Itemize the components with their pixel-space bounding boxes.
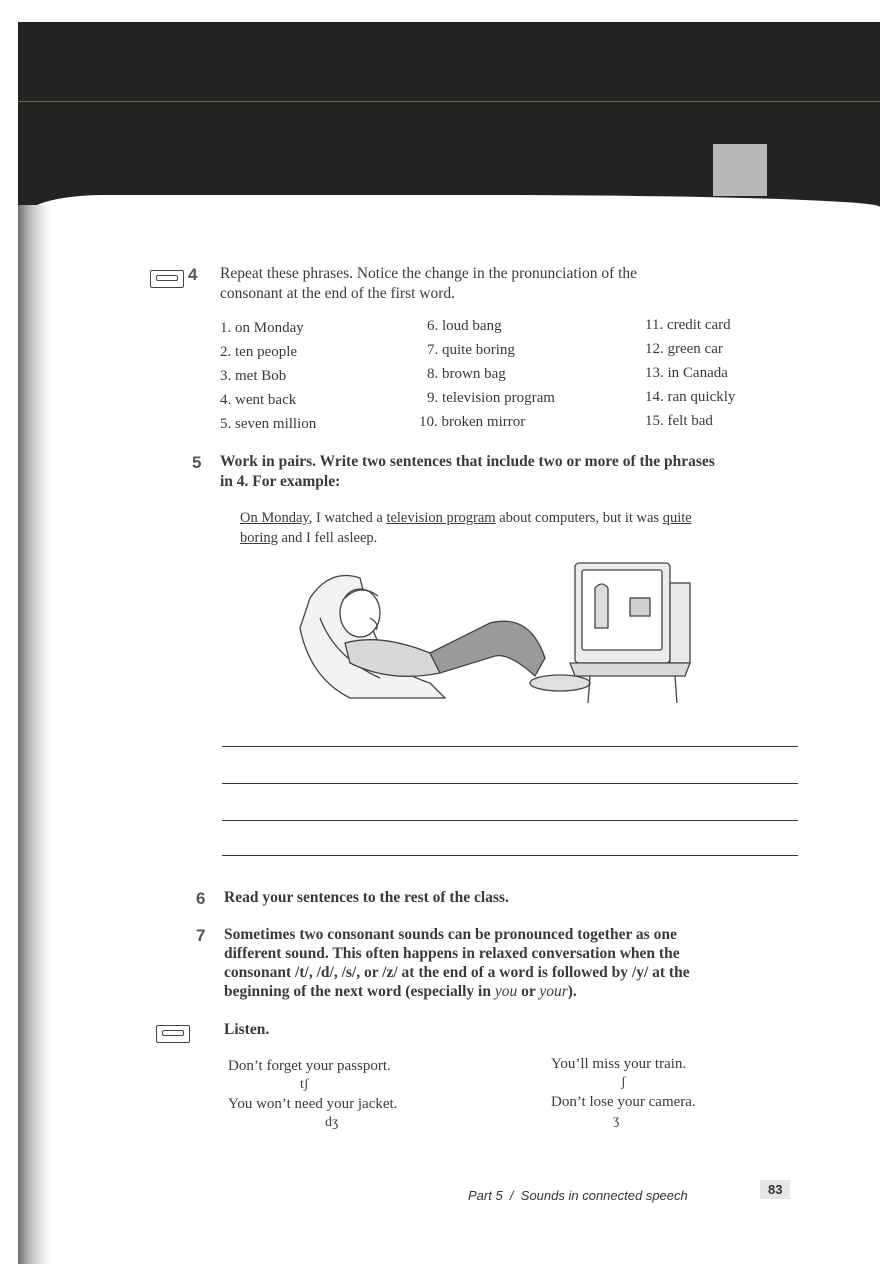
cassette-icon [156,1025,190,1043]
exercise-4-number: 4 [188,265,198,284]
listen-label: Listen. [224,1021,270,1038]
page-number: 83 [760,1180,790,1199]
writing-line[interactable] [222,783,798,784]
writing-line[interactable] [222,820,798,821]
exercise-5-number: 5 [192,453,202,472]
exercise-7-line1: Sometimes two consonant sounds can be pronounced together as one [224,926,677,943]
example-phrase: quite [662,510,692,526]
phrase-item: 10. broken mirror [419,414,526,430]
exercise-7-or: or [517,983,540,1000]
example-sentence-line1 [240,510,692,527]
ipa-symbol: ʒ [613,1113,620,1128]
example-phrase: boring [240,530,278,546]
phrase-item: 9. television program [427,390,555,406]
phrase-item: 14. ran quickly [645,389,736,405]
example-phrase: television program [386,510,496,526]
phrase-item: 4. went back [220,392,297,408]
scan-edge-line [18,101,880,102]
phrase-item: 13. in Canada [645,365,728,381]
footer-running-head [468,1188,688,1203]
phrase-item: 6. loud bang [427,318,502,334]
footer-separator: / [509,1188,514,1203]
phrase-item: 11. credit card [645,317,731,333]
exercise-6-number: 6 [196,889,206,908]
example-sentence-line2 [240,530,377,547]
example-sentence: You won’t need your jacket. [228,1096,398,1112]
book-spine-shadow [18,205,52,1264]
exercise-7-line2: different sound. This often happens in relaxed conversation when the [224,945,680,962]
exercise-4-instruction-line2: consonant at the end of the first word. [220,285,456,302]
exercise-6-instruction: Read your sentences to the rest of the class. [224,889,509,906]
exercise-5-instruction-line2: in 4. For example: [220,473,341,490]
phrase-item: 5. seven million [220,416,317,432]
exercise-7-line4 [224,982,577,1002]
phrase-item: 2. ten people [220,344,298,360]
footer-part: Part 5 [468,1188,503,1203]
exercise-7-number: 7 [196,926,206,945]
phrase-item: 1. on Monday [220,320,304,336]
example-sentence: Don’t lose your camera. [551,1094,696,1110]
example-text: and I fell asleep. [277,530,378,546]
tape-strip [713,144,767,196]
phrase-item: 8. brown bag [427,366,506,382]
phrase-item: 12. green car [645,341,723,357]
writing-line[interactable] [222,746,798,747]
writing-line[interactable] [222,855,798,856]
example-text: about computers, but it was [495,510,663,526]
example-phrase: On Monday [240,510,309,526]
phrase-item: 3. met Bob [220,368,287,384]
exercise-5-instruction-line1: Work in pairs. Write two sentences that include two or more of the phrases [220,453,715,470]
cassette-icon [150,270,184,288]
example-text: , I watched a [308,510,387,526]
phrase-item: 7. quite boring [427,342,515,358]
ipa-symbol: ʃ [621,1075,626,1090]
exercise-7-line4-text: beginning of the next word (especially in [224,983,495,1000]
ipa-symbol: dʒ [325,1115,339,1130]
example-sentence: Don’t forget your passport. [228,1058,391,1074]
exercise-7-line4-end: ). [567,983,577,1000]
ipa-symbol: tʃ [300,1077,309,1092]
exercise-7-you: you [494,983,518,1000]
phrase-item: 15. felt bad [645,413,713,429]
exercise-7-your: your [539,983,568,1000]
exercise-7-line3: consonant /t/, /d/, /s/, or /z/ at the end of a word is followed by /y/ at the [224,964,690,981]
exercise-4-instruction-line1: Repeat these phrases. Notice the change in the pronunciation of the [220,265,638,282]
sleeping-man-tv-illustration [290,558,700,706]
example-sentence: You’ll miss your train. [551,1056,687,1072]
footer-section: Sounds in connected speech [520,1188,688,1203]
